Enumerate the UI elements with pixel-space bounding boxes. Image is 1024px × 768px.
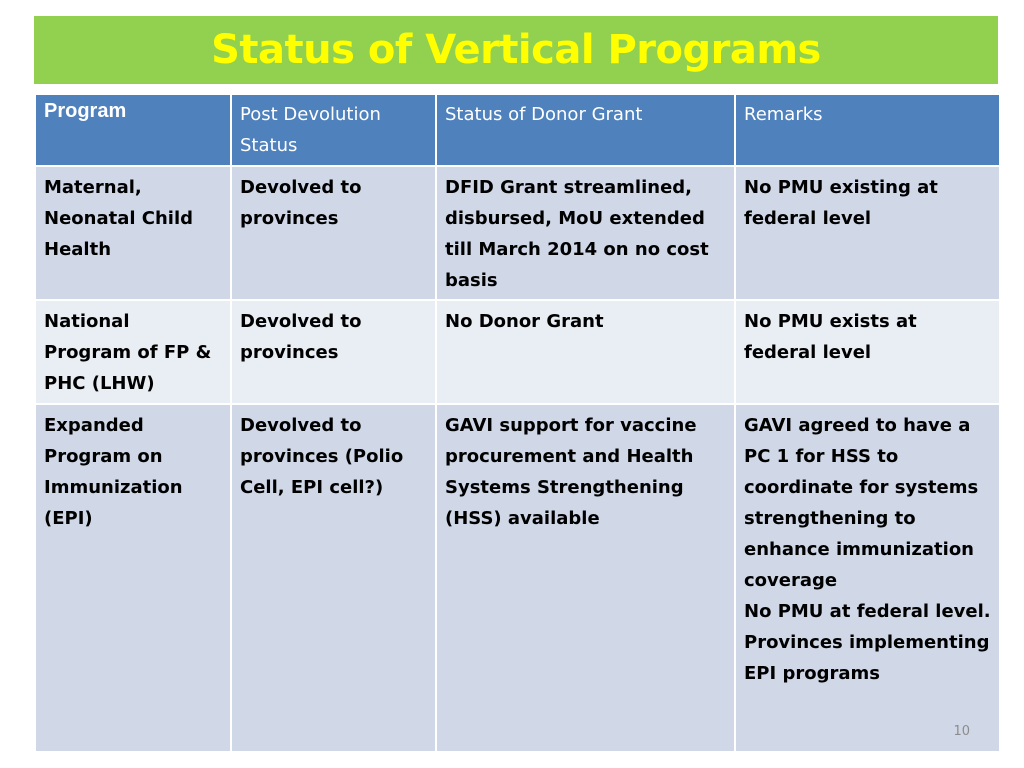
table-header-row [35, 94, 1000, 166]
title-banner [34, 16, 998, 84]
header-post-devolution-status: Post Devolution Status [231, 94, 436, 166]
table-row [35, 404, 1000, 752]
header-program: Program [35, 94, 231, 166]
cell-program: Maternal, Neonatal Child Health [35, 166, 231, 300]
cell-remarks: GAVI agreed to have a PC 1 for HSS to coordinate for systems strengthening to enhance immunization coverage No PMU at federal level. Provinces implementing EPI programs [735, 404, 1000, 752]
header-remarks: Remarks [735, 94, 1000, 166]
vertical-programs-table [34, 93, 1001, 753]
cell-donor-grant-status: GAVI support for vaccine procurement and Health Systems Strengthening (HSS) available [436, 404, 735, 752]
cell-program: Expanded Program on Immunization (EPI) [35, 404, 231, 752]
cell-donor-grant-status: No Donor Grant [436, 300, 735, 404]
cell-post-devolution-status: Devolved to provinces (Polio Cell, EPI cell?) [231, 404, 436, 752]
table-row [35, 166, 1000, 300]
cell-post-devolution-status: Devolved to provinces [231, 166, 436, 300]
table-row [35, 300, 1000, 404]
page-number: 10 [953, 724, 970, 739]
slide-title: Status of Vertical Programs [211, 27, 821, 73]
cell-remarks: No PMU exists at federal level [735, 300, 1000, 404]
cell-post-devolution-status: Devolved to provinces [231, 300, 436, 404]
cell-program: National Program of FP & PHC (LHW) [35, 300, 231, 404]
cell-donor-grant-status: DFID Grant streamlined, disbursed, MoU extended till March 2014 on no cost basis [436, 166, 735, 300]
cell-remarks: No PMU existing at federal level [735, 166, 1000, 300]
header-donor-grant-status: Status of Donor Grant [436, 94, 735, 166]
